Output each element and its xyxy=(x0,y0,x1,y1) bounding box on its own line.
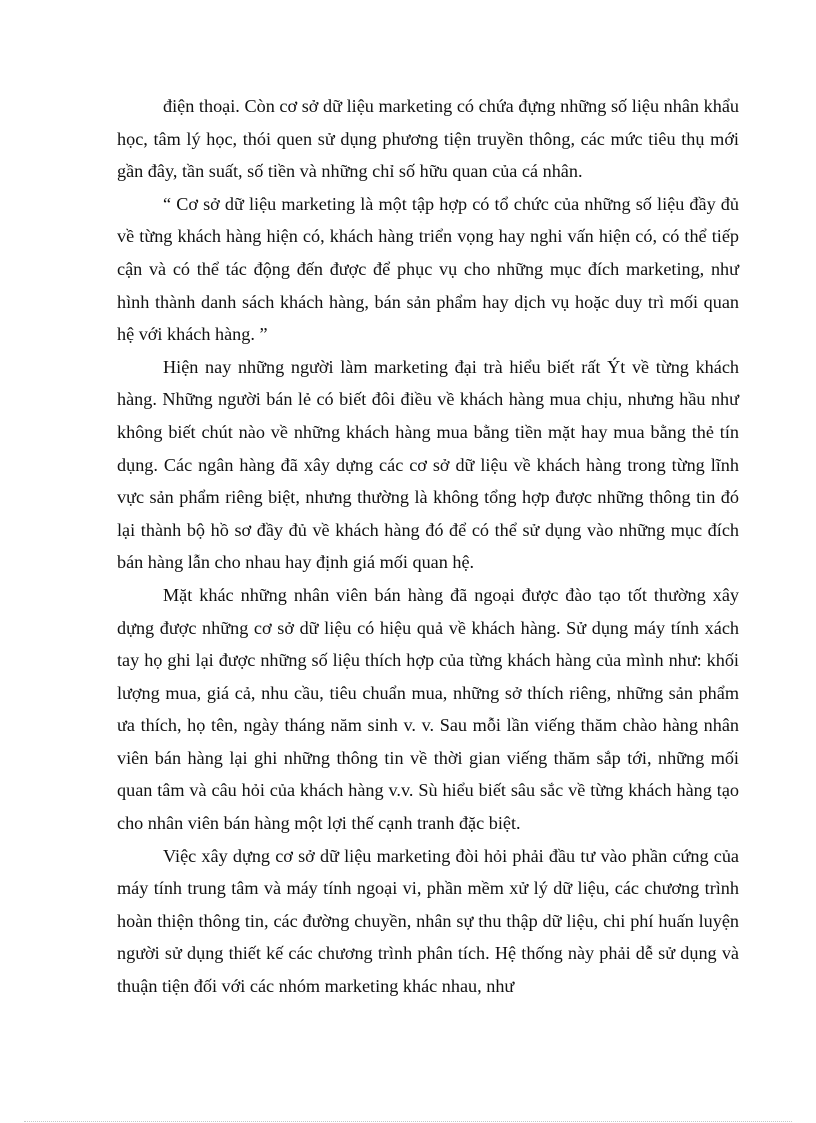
paragraph-definition-quote: “ Cơ sở dữ liệu marketing là một tập hợp có tổ chức của những số liệu đầy đủ về từng khách hàng hiện có, khách hàng triển vọng hay nghi vấn hiện có, có thể tiếp cận và có thể tác động đến được để phục vụ cho những mục đích marketing, như hình thành danh sách khách hàng, bán sản phẩm hay dịch vụ hoặc duy trì mối quan hệ với khách hàng. ” xyxy=(117,193,739,345)
paragraph-sales-staff: Mặt khác những nhân viên bán hàng đã ngoại được đào tạo tốt thường xây dựng được những cơ sở dữ liệu có hiệu quả về khách hàng. Sử dụng máy tính xách tay họ ghi lại được những số liệu thích hợp của từng khách hàng của mình như: khối lượng mua, giá cả, nhu cầu, tiêu chuẩn mua, những sở thích riêng, những sản phẩm ưa thích, họ tên, ngày tháng năm sinh v. v. Sau mỗi lần viếng thăm chào hàng nhân viên bán hàng lại ghi những thông tin về thời gian viếng thăm sắp tới, những mối quan tâm và câu hỏi của khách hàng v.v. Sù hiểu biết sâu sắc về từng khách hàng tạo cho nhân viên bán hàng một lợi thế cạnh tranh đặc biệt. xyxy=(117,584,739,834)
body-text xyxy=(117,90,739,1003)
footer-divider xyxy=(24,1121,792,1122)
paragraph-current-state: Hiện nay những người làm marketing đại trà hiểu biết rất Ýt về từng khách hàng. Những người bán lẻ có biết đôi điều về khách hàng mua chịu, nhưng hầu như không biết chút nào về những khách hàng mua bằng tiền mặt hay mua bằng thẻ tín dụng. Các ngân hàng đã xây dựng các cơ sở dữ liệu về khách hàng trong từng lĩnh vực sản phẩm riêng biệt, nhưng thường là không tổng hợp được những thông tin đó lại thành bộ hồ sơ đầy đủ về khách hàng đó để có thể sử dụng vào những mục đích bán hàng lẫn cho nhau hay định giá mối quan hệ. xyxy=(117,356,739,573)
paragraph-investment: Việc xây dựng cơ sở dữ liệu marketing đòi hỏi phải đầu tư vào phần cứng của máy tính trung tâm và máy tính ngoại vi, phần mềm xử lý dữ liệu, các chương trình hoàn thiện thông tin, các đường chuyền, nhân sự thu thập dữ liệu, chi phí huấn luyện người sử dụng thiết kế các chương trình phân tích. Hệ thống này phải dễ sử dụng và thuận tiện đối với các nhóm marketing khác nhau, như xyxy=(117,845,739,997)
paragraph-continuation: điện thoại. Còn cơ sở dữ liệu marketing có chứa đựng những số liệu nhân khẩu học, tâm lý học, thói quen sử dụng phương tiện truyền thông, các mức tiêu thụ mới gần đây, tần suất, số tiền và những chỉ số hữu quan của cá nhân. xyxy=(117,96,739,182)
